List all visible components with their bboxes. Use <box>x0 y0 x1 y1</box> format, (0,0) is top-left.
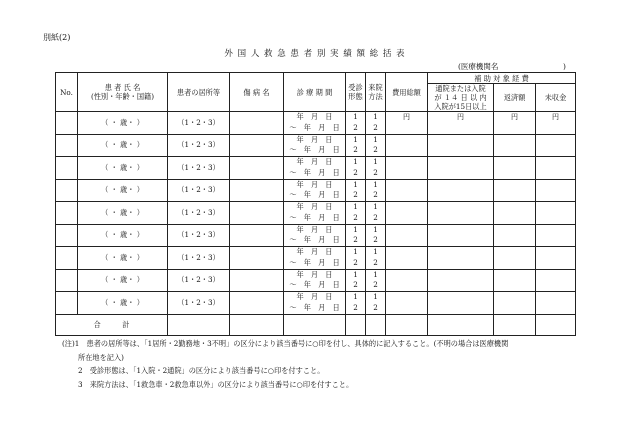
period-end <box>284 235 345 246</box>
row-period[interactable] <box>284 292 346 315</box>
visit-option-2: 2 <box>353 280 358 290</box>
row-residence[interactable]: （1・2・3） <box>168 247 230 270</box>
period-end-date: 年 月 日 <box>303 212 340 222</box>
visit-option-2: 2 <box>353 190 358 200</box>
row-no-cell[interactable] <box>56 134 78 157</box>
row-total-cost[interactable] <box>386 112 428 135</box>
row-unpaid[interactable] <box>536 202 576 225</box>
row-residence[interactable]: （1・2・3） <box>168 269 230 292</box>
visit-option-1: 1 <box>353 292 358 301</box>
row-period[interactable] <box>284 269 346 292</box>
transport-option-1: 1 <box>373 269 378 279</box>
row-visit-type[interactable] <box>346 179 366 202</box>
row-visit-type[interactable] <box>346 269 366 292</box>
institution-close-paren: ) <box>563 62 566 71</box>
row-subsidy[interactable] <box>428 292 494 315</box>
total-cell-period[interactable] <box>284 314 346 335</box>
period-separator: ～ <box>289 167 297 177</box>
transport-option-1: 1 <box>373 179 378 189</box>
row-repaid[interactable] <box>494 112 536 135</box>
visit-type-label-2: 形態 <box>348 92 363 101</box>
row-disease[interactable] <box>230 179 284 202</box>
total-cell-residence[interactable] <box>168 314 230 335</box>
row-subsidy[interactable] <box>428 202 494 225</box>
table-row <box>56 224 576 247</box>
transport-option-2: 2 <box>373 145 378 155</box>
row-unpaid[interactable] <box>536 247 576 270</box>
row-repaid[interactable] <box>494 247 536 270</box>
row-disease[interactable] <box>230 134 284 157</box>
transport-option-1: 1 <box>373 112 378 121</box>
period-separator: ～ <box>289 145 297 155</box>
visit-option-2: 2 <box>353 122 358 132</box>
row-transport[interactable] <box>366 179 386 202</box>
col-header-visit-type <box>346 73 366 112</box>
total-cell-visit[interactable] <box>346 314 366 335</box>
row-transport[interactable] <box>366 202 386 225</box>
total-row <box>56 314 576 335</box>
page-title: 外 国 人 救 急 患 者 別 実 績 額 総 括 表 <box>224 49 406 59</box>
row-transport[interactable] <box>366 247 386 270</box>
notes-section <box>62 337 508 391</box>
row-no-cell[interactable] <box>56 269 78 292</box>
row-period[interactable] <box>284 224 346 247</box>
row-unpaid[interactable] <box>536 157 576 180</box>
row-period[interactable] <box>284 112 346 135</box>
period-start: 年 月 日 <box>296 134 333 144</box>
transport-label-1: 来院 <box>368 83 383 92</box>
total-cell-unpaid[interactable] <box>536 314 576 335</box>
period-separator: ～ <box>289 302 297 312</box>
row-unpaid[interactable] <box>536 224 576 247</box>
row-period[interactable] <box>284 134 346 157</box>
total-label: 合 計 <box>56 314 168 335</box>
row-repaid[interactable] <box>494 224 536 247</box>
subsidy-period-line-1: 通院または入院 <box>435 84 486 93</box>
yen-unit: 円 <box>511 113 518 121</box>
table-row <box>56 134 576 157</box>
visit-option-1: 1 <box>353 269 358 279</box>
period-end-date: 年 月 日 <box>303 280 340 290</box>
summary-table <box>55 72 576 336</box>
total-cell-subsidy[interactable] <box>428 314 494 335</box>
row-visit-type[interactable] <box>346 247 366 270</box>
row-residence[interactable]: （1・2・3） <box>168 224 230 247</box>
row-residence[interactable]: （1・2・3） <box>168 292 230 315</box>
col-header-no: No. <box>56 73 78 112</box>
transport-option-2: 2 <box>373 280 378 290</box>
total-cell-cost[interactable] <box>386 314 428 335</box>
row-subsidy[interactable] <box>428 134 494 157</box>
visit-option-1: 1 <box>353 112 358 121</box>
row-transport[interactable] <box>366 134 386 157</box>
row-patient-name[interactable]: （ ・ 歳・ ） <box>78 269 168 292</box>
visit-option-2: 2 <box>353 212 358 222</box>
row-patient-name[interactable]: （ ・ 歳・ ） <box>78 292 168 315</box>
col-header-transport <box>366 73 386 112</box>
note-2: 2 受診形態は、「1入院・2通院」の区分により該当番号に○印を付すこと。 <box>78 366 325 375</box>
row-repaid[interactable] <box>494 202 536 225</box>
row-period[interactable] <box>284 202 346 225</box>
note-3: 3 来院方法は、「1救急車・2救急車以外」の区分により該当番号に○印を付すこと。 <box>78 379 354 389</box>
row-total-cost[interactable] <box>386 269 428 292</box>
note-1-continued: 所在地を記入) <box>78 352 124 362</box>
transport-option-1: 1 <box>373 292 378 301</box>
row-patient-name[interactable]: （ ・ 歳・ ） <box>78 134 168 157</box>
row-unpaid[interactable] <box>536 112 576 135</box>
row-repaid[interactable] <box>494 292 536 315</box>
row-subsidy[interactable] <box>428 269 494 292</box>
row-disease[interactable] <box>230 224 284 247</box>
period-separator: ～ <box>289 235 297 245</box>
table-row <box>56 292 576 315</box>
transport-option-2: 2 <box>373 257 378 267</box>
row-period[interactable] <box>284 247 346 270</box>
note-1: (注)1 患者の居所等は、「1居所・2勤務地・3不明」の区分により該当番号に○印を付し、具体的に記入すること。(不明の場合は医療機関 <box>62 339 509 348</box>
transport-label-2: 方法 <box>368 92 383 101</box>
visit-option-1: 1 <box>353 224 358 234</box>
transport-option-2: 2 <box>373 190 378 200</box>
row-subsidy[interactable] <box>428 247 494 270</box>
period-end <box>284 303 345 314</box>
row-total-cost[interactable] <box>386 247 428 270</box>
subsidy-period-line-3: 入院が15日以上 <box>434 102 487 111</box>
transport-option-1: 1 <box>373 134 378 144</box>
row-disease[interactable] <box>230 202 284 225</box>
row-disease[interactable] <box>230 269 284 292</box>
row-unpaid[interactable] <box>536 292 576 315</box>
institution-name-field <box>458 62 566 71</box>
row-patient-name[interactable]: （ ・ 歳・ ） <box>78 157 168 180</box>
period-start: 年 月 日 <box>296 202 333 211</box>
period-separator: ～ <box>289 280 297 290</box>
table-row <box>56 269 576 292</box>
row-transport[interactable] <box>366 157 386 180</box>
row-transport[interactable] <box>366 292 386 315</box>
row-period[interactable] <box>284 179 346 202</box>
col-header-disease: 傷 病 名 <box>230 73 284 112</box>
transport-option-2: 2 <box>373 122 378 132</box>
row-no-cell[interactable] <box>56 224 78 247</box>
period-end-date: 年 月 日 <box>303 302 340 312</box>
row-period[interactable] <box>284 157 346 180</box>
row-total-cost[interactable] <box>386 179 428 202</box>
row-repaid[interactable] <box>494 269 536 292</box>
row-visit-type[interactable] <box>346 292 366 315</box>
table-row <box>56 112 576 135</box>
table-row <box>56 202 576 225</box>
period-separator: ～ <box>289 122 297 132</box>
total-cell-disease[interactable] <box>230 314 284 335</box>
row-patient-name[interactable]: （ ・ 歳・ ） <box>78 112 168 135</box>
period-start: 年 月 日 <box>296 157 333 166</box>
row-repaid[interactable] <box>494 157 536 180</box>
row-visit-type[interactable] <box>346 224 366 247</box>
form-label: 別紙(2) <box>43 33 71 42</box>
transport-option-1: 1 <box>373 202 378 211</box>
row-unpaid[interactable] <box>536 179 576 202</box>
transport-option-2: 2 <box>373 302 378 312</box>
visit-option-1: 1 <box>353 179 358 189</box>
row-no-cell[interactable] <box>56 157 78 180</box>
col-header-residence: 患者の居所等 <box>168 73 230 112</box>
row-visit-type[interactable] <box>346 202 366 225</box>
row-subsidy[interactable] <box>428 112 494 135</box>
row-patient-name[interactable]: （ ・ 歳・ ） <box>78 179 168 202</box>
period-end <box>284 258 345 269</box>
col-header-subsidy-period <box>428 84 494 112</box>
row-visit-type[interactable] <box>346 157 366 180</box>
row-transport[interactable] <box>366 269 386 292</box>
row-no-cell[interactable] <box>56 112 78 135</box>
visit-option-2: 2 <box>353 167 358 177</box>
row-patient-name[interactable]: （ ・ 歳・ ） <box>78 224 168 247</box>
visit-option-2: 2 <box>353 235 358 245</box>
row-subsidy[interactable] <box>428 157 494 180</box>
row-patient-name[interactable]: （ ・ 歳・ ） <box>78 202 168 225</box>
period-start: 年 月 日 <box>296 292 333 301</box>
visit-option-2: 2 <box>353 145 358 155</box>
row-no-cell[interactable] <box>56 247 78 270</box>
row-disease[interactable] <box>230 247 284 270</box>
row-no-cell[interactable] <box>56 292 78 315</box>
col-header-patient-name <box>78 73 168 112</box>
period-end-date: 年 月 日 <box>303 167 340 177</box>
row-no-cell[interactable] <box>56 202 78 225</box>
visit-option-1: 1 <box>353 247 358 256</box>
period-start: 年 月 日 <box>296 179 333 189</box>
transport-option-2: 2 <box>373 235 378 245</box>
yen-unit: 円 <box>457 113 464 121</box>
row-transport[interactable] <box>366 224 386 247</box>
period-separator: ～ <box>289 257 297 267</box>
row-residence[interactable]: （1・2・3） <box>168 202 230 225</box>
visit-option-2: 2 <box>353 302 358 312</box>
period-end-date: 年 月 日 <box>303 190 340 200</box>
visit-option-2: 2 <box>353 257 358 267</box>
col-header-repaid: 返済額 <box>494 84 536 112</box>
row-patient-name[interactable]: （ ・ 歳・ ） <box>78 247 168 270</box>
row-residence[interactable]: （1・2・3） <box>168 134 230 157</box>
transport-option-1: 1 <box>373 224 378 234</box>
col-header-total-cost: 費用総額 <box>386 73 428 112</box>
row-disease[interactable] <box>230 112 284 135</box>
yen-unit: 円 <box>403 113 410 121</box>
yen-unit: 円 <box>552 113 559 121</box>
row-total-cost[interactable] <box>386 134 428 157</box>
row-residence[interactable]: （1・2・3） <box>168 179 230 202</box>
period-end <box>284 213 345 224</box>
visit-option-1: 1 <box>353 157 358 166</box>
transport-option-1: 1 <box>373 157 378 166</box>
col-header-unpaid: 未収金 <box>536 84 576 112</box>
period-start: 年 月 日 <box>296 269 333 279</box>
row-unpaid[interactable] <box>536 269 576 292</box>
row-subsidy[interactable] <box>428 179 494 202</box>
table-row <box>56 157 576 180</box>
row-transport[interactable] <box>366 112 386 135</box>
institution-label: (医療機関名 <box>458 62 499 71</box>
row-total-cost[interactable] <box>386 202 428 225</box>
row-disease[interactable] <box>230 292 284 315</box>
col-header-period: 診 療 期 間 <box>284 73 346 112</box>
period-end <box>284 190 345 201</box>
row-visit-type[interactable] <box>346 134 366 157</box>
row-subsidy[interactable] <box>428 224 494 247</box>
period-separator: ～ <box>289 212 297 222</box>
patient-name-sublabel: (性別・年齢・国籍) <box>90 92 155 101</box>
row-residence[interactable]: （1・2・3） <box>168 157 230 180</box>
patient-name-label: 患 者 氏 名 <box>104 83 141 92</box>
subsidy-period-line-2: が １４ 日 以 内 <box>434 93 487 102</box>
period-end <box>284 168 345 179</box>
period-end <box>284 123 345 134</box>
total-cell-transport[interactable] <box>366 314 386 335</box>
transport-option-2: 2 <box>373 212 378 222</box>
period-end-date: 年 月 日 <box>303 145 340 155</box>
row-total-cost[interactable] <box>386 292 428 315</box>
col-header-subsidy: 補 助 対 象 経 費 <box>428 73 576 84</box>
period-end-date: 年 月 日 <box>303 235 340 245</box>
table-row <box>56 179 576 202</box>
visit-type-label-1: 受診 <box>348 83 363 92</box>
visit-option-1: 1 <box>353 134 358 144</box>
period-start: 年 月 日 <box>296 247 333 256</box>
row-residence[interactable]: （1・2・3） <box>168 112 230 135</box>
period-end-date: 年 月 日 <box>303 122 340 132</box>
visit-option-1: 1 <box>353 202 358 211</box>
period-separator: ～ <box>289 190 297 200</box>
transport-option-2: 2 <box>373 167 378 177</box>
period-start: 年 月 日 <box>296 224 333 234</box>
row-no-cell[interactable] <box>56 179 78 202</box>
row-unpaid[interactable] <box>536 134 576 157</box>
row-repaid[interactable] <box>494 179 536 202</box>
period-start: 年 月 日 <box>296 112 333 121</box>
period-end <box>284 280 345 291</box>
row-repaid[interactable] <box>494 134 536 157</box>
row-total-cost[interactable] <box>386 157 428 180</box>
row-total-cost[interactable] <box>386 224 428 247</box>
period-end <box>284 145 345 156</box>
table-row <box>56 247 576 270</box>
row-disease[interactable] <box>230 157 284 180</box>
period-end-date: 年 月 日 <box>303 257 340 267</box>
total-cell-repaid[interactable] <box>494 314 536 335</box>
row-visit-type[interactable] <box>346 112 366 135</box>
transport-option-1: 1 <box>373 247 378 256</box>
